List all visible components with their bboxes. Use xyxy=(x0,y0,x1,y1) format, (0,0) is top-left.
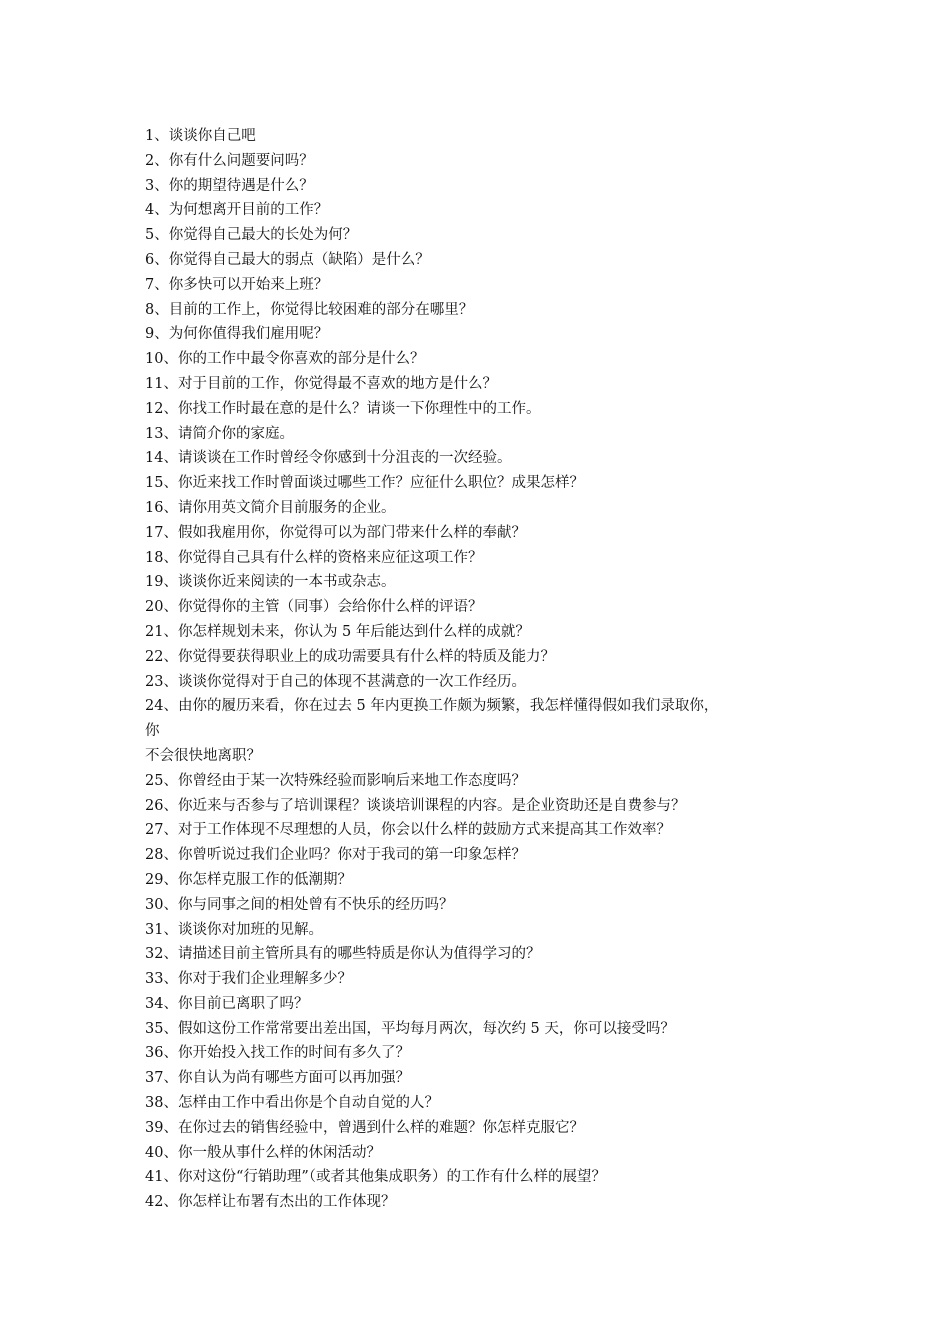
question-line: 7、你多快可以开始来上班？ xyxy=(145,276,329,293)
question-line: 36、你开始投入找工作的时间有多久了？ xyxy=(145,1045,410,1062)
question-line: 38、怎样由工作中看出你是个自动自觉的人？ xyxy=(145,1095,439,1112)
question-line: 15、你近来找工作时曾面谈过哪些工作？应征什么职位？成果怎样？ xyxy=(145,475,584,492)
question-line: 你 xyxy=(145,723,160,740)
question-line: 20、你觉得你的主管（同事）会给你什么样的评语？ xyxy=(145,599,483,616)
question-line: 25、你曾经由于某一次特殊经验而影响后来地工作态度吗？ xyxy=(145,772,526,789)
question-line: 4、为何想离开目前的工作？ xyxy=(145,202,329,219)
question-line: 16、请你用英文简介目前服务的企业。 xyxy=(145,499,396,516)
question-line: 5、你觉得自己最大的长处为何？ xyxy=(145,227,358,244)
question-line: 11、对于目前的工作，你觉得最不喜欢的地方是什么？ xyxy=(145,375,497,392)
question-line: 26、你近来与否参与了培训课程？谈谈培训课程的内容。是企业资助还是自费参与？ xyxy=(145,797,686,814)
question-line: 1、谈谈你自己吧 xyxy=(145,128,256,144)
question-line: 37、你自认为尚有哪些方面可以再加强？ xyxy=(145,1070,410,1087)
question-line: 23、谈谈你觉得对于自己的体现不甚满意的一次工作经历。 xyxy=(145,673,526,690)
question-list xyxy=(145,124,825,1215)
question-line: 2、你有什么问题要问吗？ xyxy=(145,152,314,169)
question-line: 10、你的工作中最令你喜欢的部分是什么？ xyxy=(145,351,425,368)
question-line: 40、你一般从事什么样的休闲活动？ xyxy=(145,1144,381,1161)
question-line: 42、你怎样让布署有杰出的工作体现？ xyxy=(145,1194,396,1211)
question-line: 9、为何你值得我们雇用呢？ xyxy=(145,326,329,343)
question-line: 28、你曾听说过我们企业吗？你对于我司的第一印象怎样？ xyxy=(145,847,526,864)
question-line: 39、在你过去的销售经验中，曾遇到什么样的难题？你怎样克服它？ xyxy=(145,1119,584,1136)
question-line: 12、你找工作时最在意的是什么？请谈一下你理性中的工作。 xyxy=(145,400,541,417)
question-line: 6、你觉得自己最大的弱点（缺陷）是什么？ xyxy=(145,251,430,268)
question-line: 18、你觉得自己具有什么样的资格来应征这项工作？ xyxy=(145,549,483,566)
question-line: 27、对于工作体现不尽理想的人员，你会以什么样的鼓励方式来提高其工作效率？ xyxy=(145,822,671,839)
question-line: 29、你怎样克服工作的低潮期？ xyxy=(145,871,352,888)
question-line: 19、谈谈你近来阅读的一本书或杂志。 xyxy=(145,574,396,591)
question-line: 3、你的期望待遇是什么？ xyxy=(145,177,314,194)
question-line: 13、请简介你的家庭。 xyxy=(145,425,294,442)
question-line: 35、假如这份工作常常要出差出国，平均每月两次，每次约 5 天，你可以接受吗？ xyxy=(145,1020,675,1037)
question-line: 21、你怎样规划未来，你认为 5 年后能达到什么样的成就？ xyxy=(145,623,530,640)
question-line: 31、谈谈你对加班的见解。 xyxy=(145,921,323,938)
question-line: 34、你目前已离职了吗？ xyxy=(145,995,309,1012)
question-line: 30、你与同事之间的相处曾有不快乐的经历吗？ xyxy=(145,896,454,913)
question-line: 8、目前的工作上，你觉得比较困难的部分在哪里？ xyxy=(145,301,474,318)
question-line: 17、假如我雇用你，你觉得可以为部门带来什么样的奉献？ xyxy=(145,524,526,541)
question-line: 24、由你的履历来看，你在过去 5 年内更换工作颇为频繁，我怎样懂得假如我们录取你， xyxy=(145,698,719,715)
question-line: 33、你对于我们企业理解多少？ xyxy=(145,971,352,988)
question-line: 32、请描述目前主管所具有的哪些特质是你认为值得学习的？ xyxy=(145,946,541,963)
question-line: 不会很快地离职？ xyxy=(145,747,261,764)
question-line: 41、你对这份“行销助理”（或者其他集成职务）的工作有什么样的展望？ xyxy=(145,1169,607,1186)
question-line: 22、你觉得要获得职业上的成功需要具有什么样的特质及能力？ xyxy=(145,648,555,665)
question-line: 14、请谈谈在工作时曾经令你感到十分沮丧的一次经验。 xyxy=(145,450,512,467)
